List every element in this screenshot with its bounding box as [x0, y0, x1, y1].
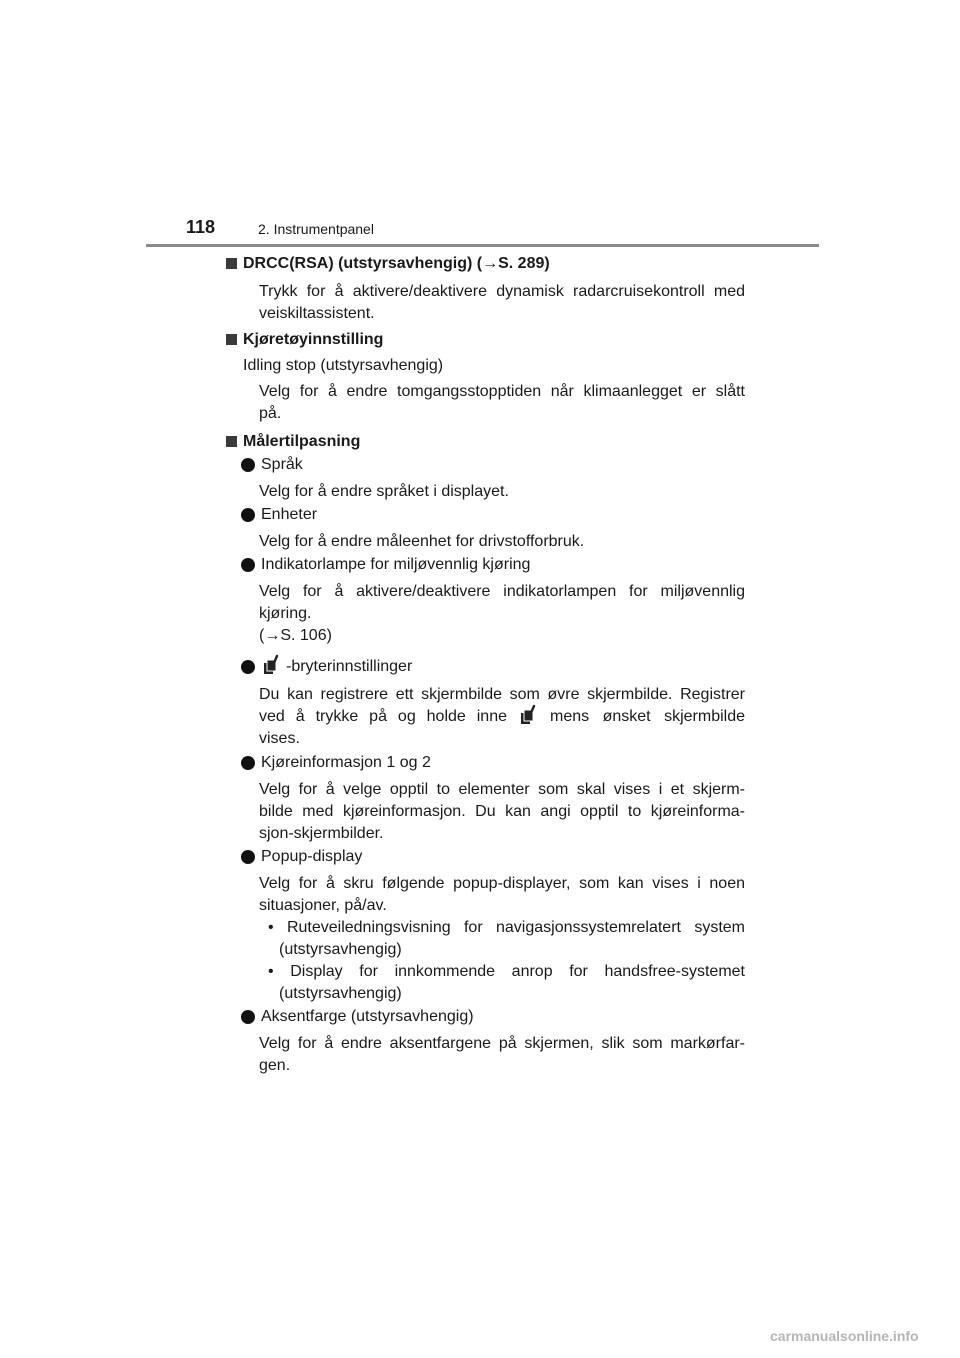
bullet-dot-icon [241, 1010, 255, 1024]
paragraph-line: Trykk for å aktivere/deaktivere dynamisk radarcruisekontroll med [259, 283, 745, 300]
item-title-units: Enheter [261, 506, 318, 523]
paragraph-line: sjon-skjermbilder. [259, 825, 384, 842]
paragraph-line: Du kan registrere ett skjermbilde som øvre skjermbilde. Registrer [259, 686, 745, 703]
paragraph-line: veiskiltassistent. [259, 305, 375, 322]
paragraph-line: kjøring. [259, 605, 312, 622]
paragraph-line: Velg for å endre aksentfargene på skjermen, slik som markørfar- [259, 1035, 745, 1052]
paragraph-line: mens ønsket skjermbilde [550, 708, 745, 725]
display-switch-icon [262, 654, 282, 676]
paragraph-line: ved å trykke på og holde inne [259, 708, 507, 725]
section-title-drcc: DRCC(RSA) (utstyrsavhengig) (→S. 289) [243, 255, 550, 272]
paragraph-line: vises. [259, 730, 300, 747]
item-title-popup: Popup-display [261, 848, 363, 865]
list-item: (utstyrsavhengig) [279, 941, 402, 958]
watermark: carmanualsonline.info [770, 1328, 919, 1344]
chapter-title: 2. Instrumentpanel [258, 221, 374, 237]
item-title-accent: Aksentfarge (utstyrsavhengig) [261, 1008, 474, 1025]
bullet-dot-icon [241, 558, 255, 572]
item-title-language: Språk [261, 456, 303, 473]
bullet-dot-icon [241, 660, 255, 674]
paragraph-line: Velg for å endre måleenhet for drivstofforbruk. [259, 533, 585, 550]
paragraph-line: Velg for å velge opptil to elementer som skal vises i et skjerm- [259, 781, 745, 798]
section-title-gauge: Målertilpasning [243, 433, 361, 450]
paragraph-line: gen. [259, 1057, 291, 1074]
paragraph-line: situasjoner, på/av. [259, 897, 387, 914]
section-title-vehicle: Kjøretøyinnstilling [243, 331, 384, 348]
section-square-icon [226, 258, 237, 269]
item-title-eco: Indikatorlampe for miljøvennlig kjøring [261, 556, 531, 573]
paragraph-line: på. [259, 405, 282, 422]
subsection-title: Idling stop (utstyrsavhengig) [243, 357, 444, 374]
paragraph-line: Velg for å skru følgende popup-displayer, som kan vises i noen [259, 875, 745, 892]
header-divider [146, 244, 819, 247]
section-square-icon [226, 436, 237, 447]
item-title-switch: -bryterinnstillinger [286, 658, 413, 675]
paragraph-line: Velg for å endre tomgangsstopptiden når klimaanlegget er slått [259, 383, 745, 400]
page-header [0, 0, 960, 250]
paragraph-line: Velg for å aktivere/deaktivere indikatorlampen for miljøvennlig [259, 583, 745, 600]
paragraph-line: bilde med kjøreinformasjon. Du kan angi opptil to kjøreinforma- [259, 803, 745, 820]
page-number: 118 [186, 217, 216, 237]
item-title-drive-info: Kjøreinformasjon 1 og 2 [261, 754, 431, 771]
bullet-dot-icon [241, 850, 255, 864]
bullet-dot-icon [241, 458, 255, 472]
section-square-icon [226, 334, 237, 345]
list-item: • Ruteveiledningsvisning for navigasjonssystemrelatert system [268, 919, 745, 936]
paragraph-line: Velg for å endre språket i displayet. [259, 483, 509, 500]
list-item: • Display for innkommende anrop for handsfree-systemet [268, 963, 745, 980]
list-item: (utstyrsavhengig) [279, 985, 402, 1002]
page-reference: (→S. 106) [259, 627, 332, 644]
display-switch-icon [519, 704, 539, 726]
bullet-dot-icon [241, 508, 255, 522]
bullet-dot-icon [241, 756, 255, 770]
